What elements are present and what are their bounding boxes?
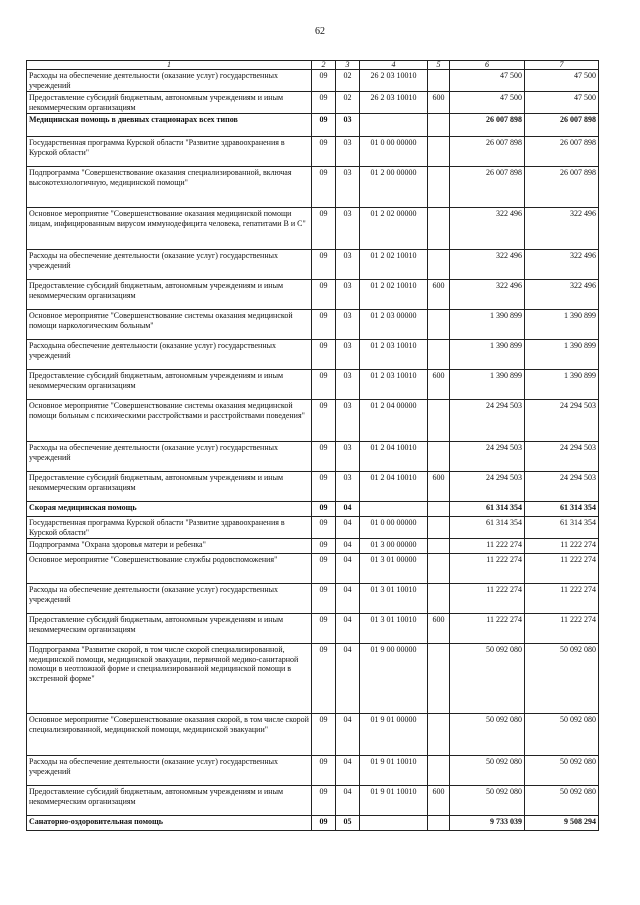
row-target-article-cell: 01 3 01 00000 bbox=[360, 554, 428, 584]
row-amount-2-cell: 322 496 bbox=[525, 250, 599, 280]
row-amount-1-cell: 1 390 899 bbox=[450, 370, 525, 400]
table-row bbox=[27, 280, 599, 310]
row-subsection-cell: 03 bbox=[336, 280, 360, 310]
row-section-cell: 09 bbox=[312, 714, 336, 756]
row-section-cell: 09 bbox=[312, 786, 336, 816]
page-number: 62 bbox=[315, 26, 325, 37]
row-subsection-cell: 04 bbox=[336, 756, 360, 786]
column-number-row bbox=[27, 61, 599, 70]
row-expense-type-cell bbox=[428, 584, 450, 614]
row-name-cell: Медицинская помощь в дневных стационарах всех типов bbox=[27, 114, 312, 137]
row-subsection-cell: 03 bbox=[336, 310, 360, 340]
row-expense-type-cell: 600 bbox=[428, 786, 450, 816]
table-row bbox=[27, 786, 599, 816]
row-name-cell: Расходы на обеспечение деятельности (оказание услуг) государственных учреждений bbox=[27, 584, 312, 614]
col-header-1: 1 bbox=[27, 61, 312, 70]
row-expense-type-cell bbox=[428, 400, 450, 442]
col-header-2: 2 bbox=[312, 61, 336, 70]
col-header-7: 7 bbox=[525, 61, 599, 70]
row-amount-1-cell: 1 390 899 bbox=[450, 340, 525, 370]
table-row bbox=[27, 614, 599, 644]
row-section-cell: 09 bbox=[312, 280, 336, 310]
row-target-article-cell: 26 2 03 10010 bbox=[360, 70, 428, 92]
row-section-cell: 09 bbox=[312, 472, 336, 502]
row-name-cell: Расходына обеспечение деятельности (оказание услуг) государственных учреждений bbox=[27, 340, 312, 370]
row-amount-1-cell: 9 733 039 bbox=[450, 816, 525, 831]
row-section-cell: 09 bbox=[312, 208, 336, 250]
row-amount-1-cell: 26 007 898 bbox=[450, 167, 525, 208]
col-header-4: 4 bbox=[360, 61, 428, 70]
row-target-article-cell: 01 9 01 00000 bbox=[360, 714, 428, 756]
row-name-cell: Предоставление субсидий бюджетным, автономным учреждениям и иным некоммерческим организациям bbox=[27, 472, 312, 502]
row-name-cell: Основное мероприятие "Совершенствование службы родовспоможения" bbox=[27, 554, 312, 584]
row-amount-1-cell: 24 294 503 bbox=[450, 442, 525, 472]
row-target-article-cell: 01 0 00 00000 bbox=[360, 137, 428, 167]
row-name-cell: Расходы на обеспечение деятельности (оказание услуг) государственных учреждений bbox=[27, 442, 312, 472]
row-target-article-cell: 01 2 04 10010 bbox=[360, 442, 428, 472]
row-target-article-cell: 01 3 01 10010 bbox=[360, 614, 428, 644]
row-amount-1-cell: 11 222 274 bbox=[450, 554, 525, 584]
row-section-cell: 09 bbox=[312, 92, 336, 114]
row-expense-type-cell: 600 bbox=[428, 92, 450, 114]
table-row bbox=[27, 816, 599, 831]
row-target-article-cell: 01 9 00 00000 bbox=[360, 644, 428, 714]
table-row bbox=[27, 70, 599, 92]
row-expense-type-cell bbox=[428, 714, 450, 756]
table-row bbox=[27, 584, 599, 614]
row-amount-1-cell: 322 496 bbox=[450, 250, 525, 280]
row-subsection-cell: 04 bbox=[336, 539, 360, 554]
row-target-article-cell: 01 9 01 10010 bbox=[360, 756, 428, 786]
row-section-cell: 09 bbox=[312, 644, 336, 714]
row-target-article-cell: 01 9 01 10010 bbox=[360, 786, 428, 816]
row-amount-1-cell: 11 222 274 bbox=[450, 584, 525, 614]
row-expense-type-cell: 600 bbox=[428, 280, 450, 310]
row-amount-2-cell: 1 390 899 bbox=[525, 340, 599, 370]
row-expense-type-cell bbox=[428, 340, 450, 370]
row-amount-1-cell: 1 390 899 bbox=[450, 310, 525, 340]
row-subsection-cell: 03 bbox=[336, 167, 360, 208]
row-subsection-cell: 05 bbox=[336, 816, 360, 831]
row-expense-type-cell bbox=[428, 310, 450, 340]
row-amount-2-cell: 61 314 354 bbox=[525, 502, 599, 517]
row-expense-type-cell bbox=[428, 208, 450, 250]
row-subsection-cell: 02 bbox=[336, 92, 360, 114]
row-target-article-cell: 01 2 00 00000 bbox=[360, 167, 428, 208]
row-amount-2-cell: 50 092 080 bbox=[525, 644, 599, 714]
row-amount-2-cell: 322 496 bbox=[525, 280, 599, 310]
row-target-article-cell bbox=[360, 114, 428, 137]
row-amount-2-cell: 61 314 354 bbox=[525, 517, 599, 539]
row-expense-type-cell: 600 bbox=[428, 370, 450, 400]
row-amount-1-cell: 61 314 354 bbox=[450, 517, 525, 539]
row-section-cell: 09 bbox=[312, 539, 336, 554]
row-name-cell: Государственная программа Курской области "Развитие здравоохранения в Курской области" bbox=[27, 517, 312, 539]
row-section-cell: 09 bbox=[312, 70, 336, 92]
row-amount-1-cell: 11 222 274 bbox=[450, 614, 525, 644]
row-target-article-cell: 01 2 03 10010 bbox=[360, 340, 428, 370]
row-name-cell: Предоставление субсидий бюджетным, автономным учреждениям и иным некоммерческим организациям bbox=[27, 614, 312, 644]
row-subsection-cell: 03 bbox=[336, 472, 360, 502]
table-row bbox=[27, 310, 599, 340]
row-name-cell: Санаторно-оздоровительная помощь bbox=[27, 816, 312, 831]
row-amount-2-cell: 11 222 274 bbox=[525, 584, 599, 614]
row-amount-2-cell: 9 508 294 bbox=[525, 816, 599, 831]
row-subsection-cell: 04 bbox=[336, 644, 360, 714]
row-expense-type-cell bbox=[428, 167, 450, 208]
row-amount-1-cell: 61 314 354 bbox=[450, 502, 525, 517]
row-subsection-cell: 04 bbox=[336, 517, 360, 539]
row-subsection-cell: 03 bbox=[336, 208, 360, 250]
row-section-cell: 09 bbox=[312, 816, 336, 831]
row-section-cell: 09 bbox=[312, 502, 336, 517]
row-subsection-cell: 03 bbox=[336, 400, 360, 442]
row-amount-2-cell: 47 500 bbox=[525, 92, 599, 114]
row-name-cell: Предоставление субсидий бюджетным, автономным учреждениям и иным некоммерческим организациям bbox=[27, 280, 312, 310]
row-subsection-cell: 04 bbox=[336, 554, 360, 584]
row-name-cell: Расходы на обеспечение деятельности (оказание услуг) государственных учреждений bbox=[27, 756, 312, 786]
table-row bbox=[27, 400, 599, 442]
row-name-cell: Скорая медицинская помощь bbox=[27, 502, 312, 517]
row-section-cell: 09 bbox=[312, 114, 336, 137]
row-expense-type-cell bbox=[428, 250, 450, 280]
row-target-article-cell: 26 2 03 10010 bbox=[360, 92, 428, 114]
row-name-cell: Основное мероприятие "Совершенствование системы оказания медицинской помощи больным с психическими расстройствами и расстройствами поведения" bbox=[27, 400, 312, 442]
row-amount-2-cell: 26 007 898 bbox=[525, 167, 599, 208]
row-section-cell: 09 bbox=[312, 584, 336, 614]
row-target-article-cell: 01 2 04 10010 bbox=[360, 472, 428, 502]
row-target-article-cell: 01 0 00 00000 bbox=[360, 517, 428, 539]
row-target-article-cell bbox=[360, 816, 428, 831]
row-expense-type-cell bbox=[428, 114, 450, 137]
row-subsection-cell: 04 bbox=[336, 786, 360, 816]
row-section-cell: 09 bbox=[312, 250, 336, 280]
row-expense-type-cell bbox=[428, 539, 450, 554]
row-expense-type-cell bbox=[428, 816, 450, 831]
row-target-article-cell: 01 2 02 10010 bbox=[360, 280, 428, 310]
table-row bbox=[27, 370, 599, 400]
row-amount-1-cell: 26 007 898 bbox=[450, 137, 525, 167]
row-subsection-cell: 03 bbox=[336, 137, 360, 167]
row-amount-2-cell: 50 092 080 bbox=[525, 714, 599, 756]
row-amount-1-cell: 322 496 bbox=[450, 280, 525, 310]
row-section-cell: 09 bbox=[312, 517, 336, 539]
row-amount-1-cell: 11 222 274 bbox=[450, 539, 525, 554]
row-name-cell: Основное мероприятие "Совершенствование оказания медицинской помощи лицам, инфицированным вирусом иммунодефицита человека, гепатитами В и С" bbox=[27, 208, 312, 250]
table-row bbox=[27, 92, 599, 114]
row-amount-2-cell: 1 390 899 bbox=[525, 310, 599, 340]
table-row bbox=[27, 167, 599, 208]
row-name-cell: Подпрограмма "Охрана здоровья матери и ребенка" bbox=[27, 539, 312, 554]
row-expense-type-cell bbox=[428, 137, 450, 167]
row-name-cell: Подпрограмма "Развитие скорой, в том числе скорой специализированной, медицинской помощи, медицинской эвакуации, первичной медико-санитарной помощи в неотложной форме и специализированной медицинской помощи в экстренной форме" bbox=[27, 644, 312, 714]
row-section-cell: 09 bbox=[312, 310, 336, 340]
row-subsection-cell: 02 bbox=[336, 70, 360, 92]
row-section-cell: 09 bbox=[312, 554, 336, 584]
row-section-cell: 09 bbox=[312, 340, 336, 370]
row-expense-type-cell bbox=[428, 70, 450, 92]
row-expense-type-cell: 600 bbox=[428, 614, 450, 644]
row-target-article-cell: 01 2 02 10010 bbox=[360, 250, 428, 280]
row-subsection-cell: 04 bbox=[336, 714, 360, 756]
row-amount-2-cell: 11 222 274 bbox=[525, 554, 599, 584]
row-target-article-cell: 01 2 02 00000 bbox=[360, 208, 428, 250]
row-amount-1-cell: 50 092 080 bbox=[450, 786, 525, 816]
row-amount-1-cell: 50 092 080 bbox=[450, 714, 525, 756]
row-amount-2-cell: 26 007 898 bbox=[525, 114, 599, 137]
row-subsection-cell: 03 bbox=[336, 250, 360, 280]
row-amount-1-cell: 26 007 898 bbox=[450, 114, 525, 137]
row-expense-type-cell bbox=[428, 517, 450, 539]
table-row bbox=[27, 137, 599, 167]
row-target-article-cell bbox=[360, 502, 428, 517]
row-section-cell: 09 bbox=[312, 756, 336, 786]
row-subsection-cell: 04 bbox=[336, 502, 360, 517]
row-amount-2-cell: 50 092 080 bbox=[525, 786, 599, 816]
table-row bbox=[27, 644, 599, 714]
row-name-cell: Подпрограмма "Совершенствование оказания специализированной, включая высокотехнологичную, медицинской помощи" bbox=[27, 167, 312, 208]
table-row bbox=[27, 502, 599, 517]
row-name-cell: Основное мероприятие "Совершенствование оказания скорой, в том числе скорой специализированной, медицинской помощи, медицинской эвакуации" bbox=[27, 714, 312, 756]
table-row bbox=[27, 554, 599, 584]
budget-table bbox=[26, 60, 599, 831]
row-section-cell: 09 bbox=[312, 400, 336, 442]
row-name-cell: Предоставление субсидий бюджетным, автономным учреждениям и иным некоммерческим организациям bbox=[27, 786, 312, 816]
row-amount-2-cell: 11 222 274 bbox=[525, 539, 599, 554]
row-target-article-cell: 01 2 03 00000 bbox=[360, 310, 428, 340]
row-amount-1-cell: 24 294 503 bbox=[450, 472, 525, 502]
row-name-cell: Основное мероприятие "Совершенствование системы оказания медицинской помощи наркологическим больным" bbox=[27, 310, 312, 340]
row-amount-1-cell: 47 500 bbox=[450, 70, 525, 92]
row-amount-2-cell: 11 222 274 bbox=[525, 614, 599, 644]
table-row bbox=[27, 114, 599, 137]
row-amount-2-cell: 24 294 503 bbox=[525, 400, 599, 442]
row-expense-type-cell bbox=[428, 502, 450, 517]
row-section-cell: 09 bbox=[312, 614, 336, 644]
row-amount-1-cell: 50 092 080 bbox=[450, 644, 525, 714]
table-row bbox=[27, 756, 599, 786]
row-subsection-cell: 03 bbox=[336, 114, 360, 137]
row-amount-1-cell: 24 294 503 bbox=[450, 400, 525, 442]
row-amount-1-cell: 50 092 080 bbox=[450, 756, 525, 786]
row-amount-2-cell: 24 294 503 bbox=[525, 472, 599, 502]
row-subsection-cell: 03 bbox=[336, 370, 360, 400]
table-row bbox=[27, 340, 599, 370]
row-name-cell: Предоставление субсидий бюджетным, автономным учреждениям и иным некоммерческим организациям bbox=[27, 370, 312, 400]
row-target-article-cell: 01 2 03 10010 bbox=[360, 370, 428, 400]
row-expense-type-cell bbox=[428, 442, 450, 472]
col-header-6: 6 bbox=[450, 61, 525, 70]
row-target-article-cell: 01 2 04 00000 bbox=[360, 400, 428, 442]
row-amount-1-cell: 47 500 bbox=[450, 92, 525, 114]
row-expense-type-cell bbox=[428, 644, 450, 714]
row-amount-2-cell: 24 294 503 bbox=[525, 442, 599, 472]
row-amount-2-cell: 47 500 bbox=[525, 70, 599, 92]
row-name-cell: Предоставление субсидий бюджетным, автономным учреждениям и иным некоммерческим организациям bbox=[27, 92, 312, 114]
table-body bbox=[27, 70, 599, 831]
row-amount-1-cell: 322 496 bbox=[450, 208, 525, 250]
table-row bbox=[27, 442, 599, 472]
row-amount-2-cell: 1 390 899 bbox=[525, 370, 599, 400]
row-expense-type-cell bbox=[428, 554, 450, 584]
row-subsection-cell: 04 bbox=[336, 614, 360, 644]
table-row bbox=[27, 208, 599, 250]
row-subsection-cell: 03 bbox=[336, 340, 360, 370]
row-target-article-cell: 01 3 01 10010 bbox=[360, 584, 428, 614]
row-subsection-cell: 03 bbox=[336, 442, 360, 472]
table-row bbox=[27, 472, 599, 502]
row-expense-type-cell bbox=[428, 756, 450, 786]
table-row bbox=[27, 250, 599, 280]
table-row bbox=[27, 539, 599, 554]
row-section-cell: 09 bbox=[312, 442, 336, 472]
row-subsection-cell: 04 bbox=[336, 584, 360, 614]
row-name-cell: Расходы на обеспечение деятельности (оказание услуг) государственных учреждений bbox=[27, 250, 312, 280]
row-name-cell: Расходы на обеспечение деятельности (оказание услуг) государственных учреждений bbox=[27, 70, 312, 92]
row-expense-type-cell: 600 bbox=[428, 472, 450, 502]
row-section-cell: 09 bbox=[312, 137, 336, 167]
col-header-3: 3 bbox=[336, 61, 360, 70]
table-row bbox=[27, 714, 599, 756]
col-header-5: 5 bbox=[428, 61, 450, 70]
table-row bbox=[27, 517, 599, 539]
row-name-cell: Государственная программа Курской области "Развитие здравоохранения в Курской области" bbox=[27, 137, 312, 167]
row-section-cell: 09 bbox=[312, 167, 336, 208]
row-amount-2-cell: 322 496 bbox=[525, 208, 599, 250]
row-section-cell: 09 bbox=[312, 370, 336, 400]
row-amount-2-cell: 50 092 080 bbox=[525, 756, 599, 786]
row-target-article-cell: 01 3 00 00000 bbox=[360, 539, 428, 554]
row-amount-2-cell: 26 007 898 bbox=[525, 137, 599, 167]
